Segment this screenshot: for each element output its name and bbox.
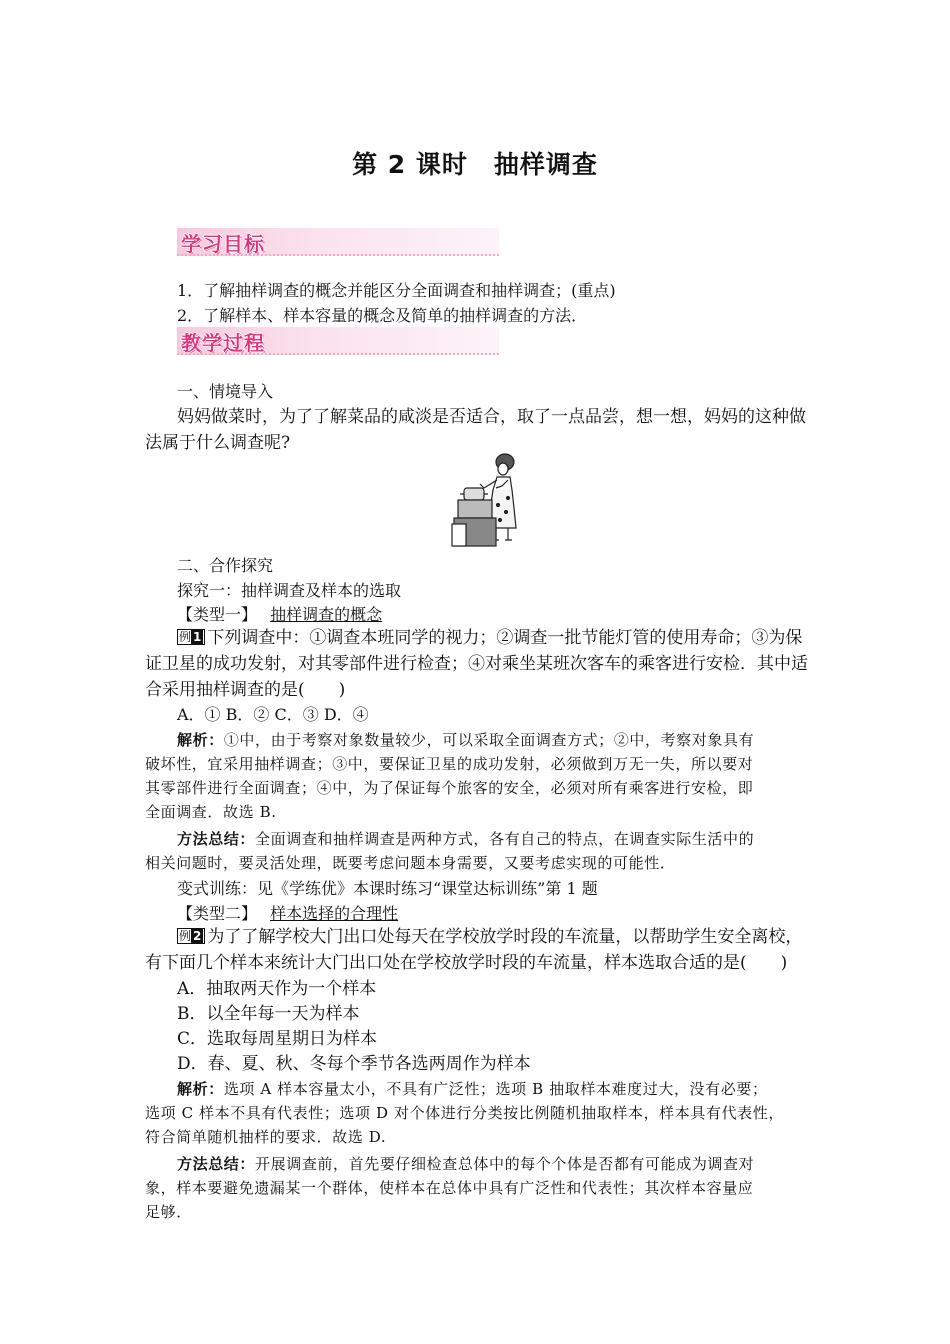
section1-text: 妈妈做菜时，为了了解菜品的咸淡是否适合，取了一点品尝，想一想，妈妈的这种做 [177, 407, 806, 427]
type1-title: 抽样调查的概念 [270, 605, 383, 624]
goal-item: 2．了解样本、样本容量的概念及简单的抽样调查的方法． [177, 306, 588, 325]
mother-cooking-illustration [450, 450, 540, 550]
example1-line: 例 1 下列调查中：①调查本班同学的视力；②调查一批节能灯管的使用寿命；③为保 [179, 628, 803, 648]
example2-summary: 方法总结：开展调查前，首先要仔细检查总体中的每个个体是否都有可能成为调查对 [177, 1155, 755, 1173]
variant-training: 变式训练：见《学练优》本课时练习“课堂达标训练”第 1 题 [177, 879, 598, 898]
example1-line: 合采用抽样调查的是( ) [145, 680, 346, 700]
section1-heading: 一、情境导入 [177, 382, 274, 401]
type2-heading [177, 903, 398, 925]
example2-analysis: 符合简单随机抽样的要求．故选 D. [145, 1128, 387, 1146]
goals-banner-label: 学习目标 [181, 232, 265, 256]
example2-summary: 象，样本要避免遗漏某一个群体，使样本在总体中具有广泛性和代表性；其次样本容量应 [145, 1179, 754, 1197]
process-banner [177, 327, 499, 355]
example2-summary: 足够． [145, 1203, 192, 1221]
example2-analysis: 解析：选项 A 样本容量太小，不具有广泛性；选项 B 抽取样本难度过大，没有必要； [177, 1080, 768, 1098]
example1-summary: 相关问题时，要灵活处理，既要考虑问题本身需要，又要考虑实现的可能性． [145, 854, 676, 872]
example2-option: B．以全年每一天为样本 [177, 1004, 360, 1024]
type2-tag: 【类型二】 [177, 904, 258, 923]
goals-banner [177, 228, 499, 256]
type2-title: 样本选择的合理性 [270, 904, 399, 923]
section2-heading: 二、合作探究 [177, 556, 274, 575]
example-badge: 例 1 [177, 629, 205, 645]
example1-analysis: 破坏性，宜采用抽样调查；③中，要保证卫星的成功发射，必须做到万无一失，所以要对 [145, 755, 754, 773]
goal-item: 1．了解抽样调查的概念并能区分全面调查和抽样调查；(重点) [177, 281, 616, 300]
example2-option: C．选取每周星期日为样本 [177, 1029, 378, 1049]
type1-tag: 【类型一】 [177, 605, 258, 624]
example2-option: D．春、夏、秋、冬每个季节各选两周作为样本 [177, 1054, 531, 1074]
example1-summary: 方法总结：全面调查和抽样调查是两种方式，各有自己的特点，在调查实际生活中的 [177, 830, 755, 848]
example2-option: A．抽取两天作为一个样本 [177, 979, 377, 999]
page-title: 第 2 课时 抽样调查 [352, 150, 598, 179]
type1-heading [177, 604, 382, 626]
example-badge: 例 2 [177, 928, 205, 944]
example2-line: 有下面几个样本来统计大门出口处在学校放学时段的车流量，样本选取合适的是( ) [145, 953, 788, 973]
example2-line: 例 2 为了了解学校大门出口处每天在学校放学时段的车流量，以帮助学生安全离校， [179, 927, 803, 947]
example2-analysis: 选项 C 样本不具有代表性；选项 D 对个体进行分类按比例随机抽取样本，样本具有代表性， [145, 1104, 784, 1122]
example1-options: A．① B．② C．③ D．④ [177, 705, 369, 724]
example1-line: 证卫星的成功发射，对其零部件进行检查；④对乘坐某班次客车的乘客进行安检．其中适 [145, 654, 808, 674]
section1-text: 法属于什么调查呢? [145, 433, 291, 453]
section2-sub: 探究一：抽样调查及样本的选取 [177, 581, 402, 600]
example1-analysis: 全面调查．故选 B. [145, 803, 277, 821]
example1-analysis: 解析：①中，由于考察对象数量较少，可以采取全面调查方式；②中，考察对象具有 [177, 731, 755, 749]
process-banner-label: 教学过程 [181, 331, 265, 355]
example1-analysis: 其零部件进行全面调查；④中，为了保证每个旅客的安全，必须对所有乘客进行安检，即 [145, 779, 754, 797]
